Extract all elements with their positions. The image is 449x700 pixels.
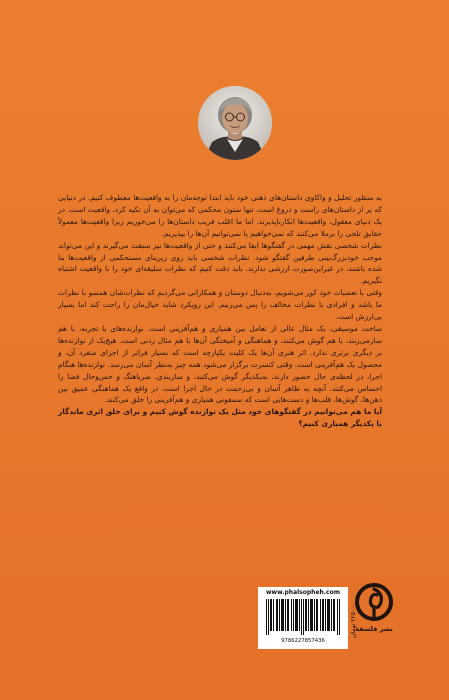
barcode-icon: [266, 599, 340, 635]
author-portrait-image: [198, 86, 272, 160]
author-portrait: [198, 86, 272, 160]
price-label: ۲۲۵۰۰۰ تومان: [350, 602, 357, 638]
paragraph-opinions: نظرات شخصی ‌نقش مهمی در گفتگوها ایفا می‌کنند و حتی از واقعیت‌ها نیز سبقت می‌گیرند و این می‌تواند موجب خودبزرگ‌بینی طرفین گفتگو شود. نظرات شخصی باید روی زیربنای مستحکمی از واقعیت‌ها بنا شده باشند، در غیراین‌صورت ارزشی ندارند. باید دقت کنیم که نظرات سلیقه‌ای خود را با واقعیت اشتباه نگیریم.: [58, 240, 382, 286]
barcode-box: [258, 587, 348, 649]
paragraph-facts: به منظور تحلیل و واکاوی داستان‌های ذهنی خود باید ابتدا توجه‌مان را به واقعیت‌ها معطوف کنیم. در دنیایی که پر از داستان‌های راست و دروغ است، تنها ستون محکمی که می‌توان به آن تکیه کرد، واقعیت است. در یک دنیای معقول، واقعیت‌ها انکارناپذیرند. اما ما اغلب فریب داستان‌ها را می‌خوریم زیرا واقعیت‌ها معمولاً حقایق تلخی را برملا می‌کنند که نمی‌خواهیم یا نمی‌توانیم آن‌ها را بپذیریم.: [58, 193, 382, 238]
publisher-name: نشر فلسفه: [355, 625, 393, 633]
paragraph-music: ساخت موسیقی، یک مثال عالی از تعامل بین همیاری و هم‌آفرینی است. نوازنده‌های با تجربه، با هم سازمی‌زنند، با هم گوش می‌کنند، و هماهنگی و آمیختگی آن‌ها با هم مثال زدنی است. هیچ‌یک از نوازنده‌ها بر دیگری برتری ندارد. اثر هنری آن‌ها یک کلیت یکپارچه است که بسیار فراتر از اجزای منفرد آن، و محصول یک هم‌آفرینی است. وقتی کنسرت برگزار می‌شود همه چیز به‌نظر آسان می‌رسد. نوازنده‌ها هنگام اجرا، در لحظه‌ی حال حضور دارند، به‌یکدیگر گوش می‌کنند، و سازبندی، ضرباهنگ و حس‌وحال فضا را احساس می‌کنند. آنچه به ظاهر آسان و بی‌زحمت در حال اجرا است، در واقع یک هماهنگی عمیق بین ذهن‌ها، گوش‌ها، قلب‌ها و دست‌هایی است که سمفونی همیاری و هم‌آفرینی را خلق می‌کنند.: [58, 323, 382, 405]
publisher-block: [258, 583, 398, 659]
publisher-logo-icon: [355, 583, 393, 621]
paragraph-biases: وقتی با تعصبات خود کور می‌شویم، به‌دنبال دوستان و همکارانی می‌گردیم که نظرات‌شان همسو با نظرات ما باشد و افرادی با نظرات مخالف را پس می‌زنیم. این رویکرد شاید خیال‌مان را راحت کند اما بسیار بی‌ارزش است.: [58, 288, 382, 322]
closing-question: آیا ما هم می‌توانیم در گفتگوهای خود مثل یک نوازنده گوش کنیم و برای خلق اثری ماندگار با یکدیگر همیاری کنیم؟: [58, 407, 382, 429]
isbn-number: 9786227857436: [281, 638, 325, 644]
back-cover-text: [58, 192, 382, 430]
publisher-website: www.phalsopheh.com: [265, 589, 340, 596]
